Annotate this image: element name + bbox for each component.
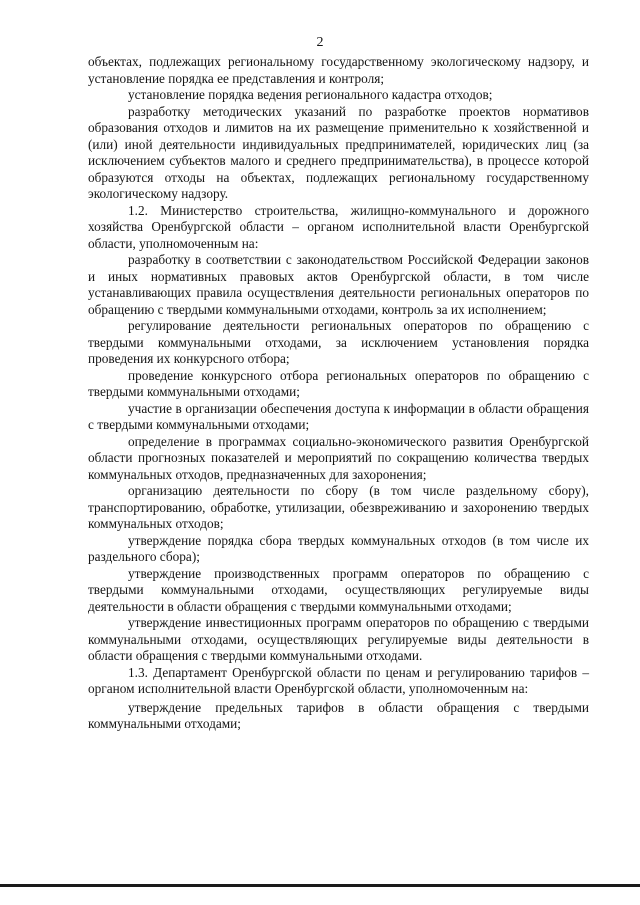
paragraph: утверждение производственных программ операторов по обращению с твердыми коммунальными отходами, осуществляющих регулируемые виды деятельности в области обращения с твердыми коммунальными отходами; (88, 565, 589, 614)
section-heading-paragraph: 1.3. Департамент Оренбургской области по ценам и регулированию тарифов – органом исполнительной власти Оренбургской области, уполномоченным на: (88, 664, 589, 696)
document-body (88, 54, 589, 733)
paragraph: участие в организации обеспечения доступа к информации в области обращения с твердыми коммунальными отходами; (88, 400, 589, 432)
bottom-border-line (0, 884, 640, 887)
paragraph: организацию деятельности по сбору (в том числе раздельному сбору), транспортированию, обработке, утилизации, обезвреживанию и захоронению твердых коммунальных отходов; (88, 483, 589, 531)
paragraph: разработку методических указаний по разработке проектов нормативов образования отходов и лимитов на их размещение применительно к хозяйственной и (или) иной деятельности индивидуальных предпринимателей, юридических лиц (за исключением субъектов малого и среднего предпринимательства), в процессе которой образуются отходы на объектах, подлежащих региональному государственному экологическому надзору. (88, 103, 589, 201)
paragraph: определение в программах социально-экономического развития Оренбургской области прогнозных показателей и мероприятий по сокращению количества твердых коммунальных отходов, предназначенных для захоронения; (88, 433, 589, 482)
paragraph: проведение конкурсного отбора региональных операторов по обращению с твердыми коммунальными отходами; (88, 367, 589, 399)
paragraph: установление порядка ведения регионального кадастра отходов; (128, 87, 493, 102)
paragraph: разработку в соответствии с законодательством Российской Федерации законов и иных нормативных правовых актов Оренбургской области, в том числе устанавливающих правила осуществления деятельности региональных операторов по обращению с твердыми коммунальными отходами, контроль за их исполнением; (88, 252, 589, 317)
page-number: 2 (316, 35, 324, 50)
paragraph: утверждение порядка сбора твердых коммунальных отходов (в том числе их раздельного сбора); (88, 532, 589, 564)
paragraph: регулирование деятельности региональных операторов по обращению с твердыми коммунальными отходами, за исключением установления порядка проведения их конкурсного отбора; (88, 318, 589, 366)
section-heading-paragraph: 1.2. Министерство строительства, жилищно-коммунального и дорожного хозяйства Оренбургской области – органом исполнительной власти Оренбургской области, уполномоченным на: (88, 202, 589, 251)
paragraph: утверждение инвестиционных программ операторов по обращению с твердыми коммунальными отходами, осуществляющих регулируемые виды деятельности в области обращения с твердыми коммунальными отходами. (88, 615, 589, 663)
paragraph: объектах, подлежащих региональному государственному экологическому надзору, и установление порядка ее представления и контроля; (88, 54, 589, 86)
paragraph: утверждение предельных тарифов в области обращения с твердыми коммунальными отходами; (88, 699, 589, 731)
